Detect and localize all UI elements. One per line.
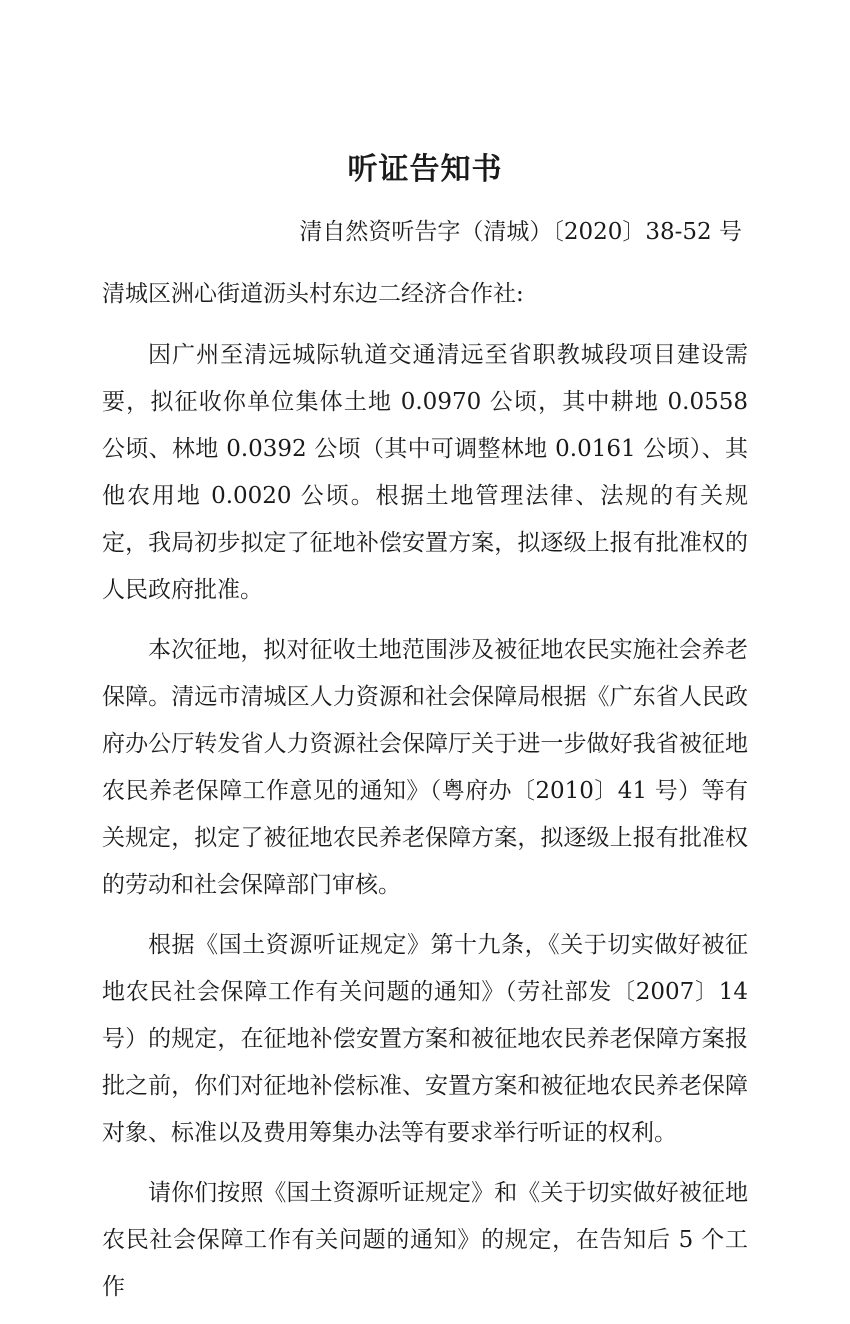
paragraph-land-acquisition: 因广州至清远城际轨道交通清远至省职教城段项目建设需要，拟征收你单位集体土地 0.0970 公顷，其中耕地 0.0558 公顷、林地 0.0392 公顷（其中可调整林地 0.0161 公顷）、其他农用地 0.0020 公顷。根据土地管理法律、法规的有关规定，我局初步拟定了征地补偿安置方案，拟逐级上报有批准权的人民政府批准。	[102, 342, 748, 603]
paragraph-social-security: 本次征地，拟对征收土地范围涉及被征地农民实施社会养老保障。清远市清城区人力资源和社会保障局根据《广东省人民政府办公厅转发省人力资源社会保障厅关于进一步做好我省被征地农民养老保障工作意见的通知》（粤府办〔2010〕41 号）等有关规定，拟定了被征地农民养老保障方案，拟逐级上报有批准权的劳动和社会保障部门审核。	[102, 637, 748, 898]
paragraph-hearing-request: 请你们按照《国土资源听证规定》和《关于切实做好被征地农民社会保障工作有关问题的通知》的规定，在告知后 5 个工作	[102, 1180, 748, 1300]
paragraph-hearing-rights: 根据《国土资源听证规定》第十九条，《关于切实做好被征地农民社会保障工作有关问题的通知》（劳社部发〔2007〕14 号）的规定，在征地补偿安置方案和被征地农民养老保障方案报批之前，你们对征地补偿标准、安置方案和被征地农民养老保障对象、标准以及费用筹集办法等有要求举行听证的权利。	[102, 932, 748, 1146]
document-title: 听证告知书	[347, 152, 503, 187]
document-number: 清自然资听告字（清城）〔2020〕38-52 号	[299, 219, 742, 245]
recipient-line: 清城区洲心街道沥头村东边二经济合作社:	[102, 281, 524, 307]
document-body	[102, 332, 748, 1324]
